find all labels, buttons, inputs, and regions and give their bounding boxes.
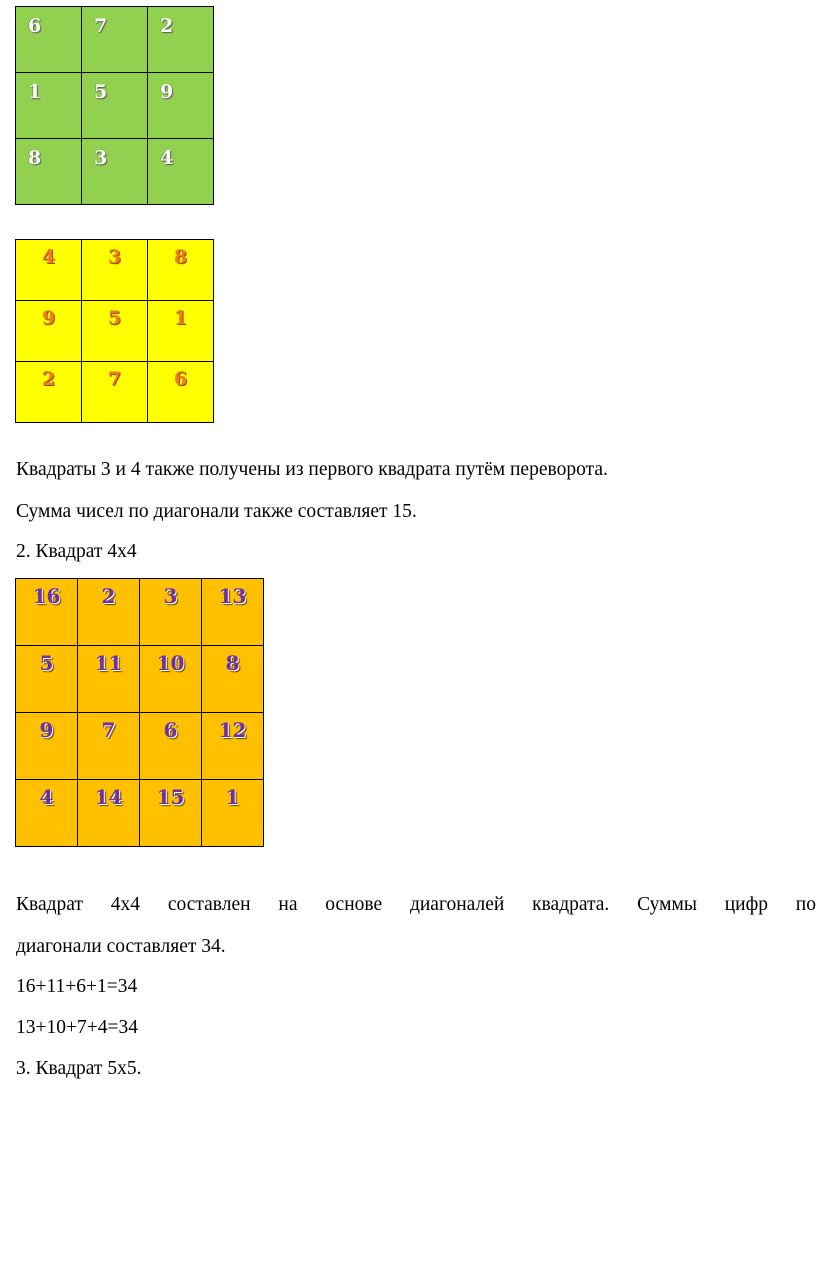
section-heading-4x4: 2. Квадрат 4х4	[16, 541, 137, 562]
square-cell: 5	[16, 646, 78, 713]
table-row	[16, 646, 264, 713]
square-cell: 3	[82, 139, 148, 205]
square-cell: 15	[140, 780, 202, 847]
section-heading-5x5: 3. Квадрат 5х5.	[16, 1058, 142, 1079]
square-cell: 7	[82, 7, 148, 73]
square-cell: 4	[16, 240, 82, 301]
square-cell: 5	[82, 301, 148, 362]
square-cell: 6	[148, 362, 214, 423]
square-cell: 13	[202, 579, 264, 646]
square-cell: 4	[16, 780, 78, 847]
table-row	[16, 73, 214, 139]
square-cell: 1	[16, 73, 82, 139]
square-cell: 14	[78, 780, 140, 847]
text-paragraph-4x4: Квадрат 4х4 составлен на основе диагоналей квадрата. Суммы цифр по	[16, 894, 816, 915]
table-row	[16, 240, 214, 301]
table-row	[16, 780, 264, 847]
square-cell: 1	[148, 301, 214, 362]
text-paragraph-4x4-cont: диагонали составляет 34.	[16, 936, 226, 957]
square-cell: 2	[16, 362, 82, 423]
equation-diagonal-1: 16+11+6+1=34	[16, 976, 138, 997]
square-cell: 9	[148, 73, 214, 139]
square-cell: 3	[140, 579, 202, 646]
square-cell: 3	[82, 240, 148, 301]
text-line-diagonal-sum: Сумма чисел по диагонали также составляет 15.	[16, 501, 417, 522]
square-cell: 11	[78, 646, 140, 713]
square-cell: 6	[16, 7, 82, 73]
square-cell: 2	[78, 579, 140, 646]
square-cell: 2	[148, 7, 214, 73]
table-row	[16, 579, 264, 646]
text-line-flip: Квадраты 3 и 4 также получены из первого квадрата путём переворота.	[16, 459, 608, 480]
magic-square-3x3-yellow	[15, 239, 214, 423]
square-cell: 16	[16, 579, 78, 646]
square-cell: 8	[16, 139, 82, 205]
table-row	[16, 7, 214, 73]
square-cell: 8	[202, 646, 264, 713]
magic-square-4x4-orange	[15, 578, 264, 847]
square-cell: 7	[78, 713, 140, 780]
table-row	[16, 301, 214, 362]
square-cell: 8	[148, 240, 214, 301]
table-row	[16, 362, 214, 423]
square-cell: 6	[140, 713, 202, 780]
square-cell: 10	[140, 646, 202, 713]
magic-square-3x3-green	[15, 6, 214, 205]
equation-diagonal-2: 13+10+7+4=34	[16, 1017, 138, 1038]
square-cell: 1	[202, 780, 264, 847]
square-cell: 4	[148, 139, 214, 205]
square-cell: 9	[16, 713, 78, 780]
square-cell: 9	[16, 301, 82, 362]
table-row	[16, 139, 214, 205]
square-cell: 7	[82, 362, 148, 423]
square-cell: 5	[82, 73, 148, 139]
square-cell: 12	[202, 713, 264, 780]
table-row	[16, 713, 264, 780]
